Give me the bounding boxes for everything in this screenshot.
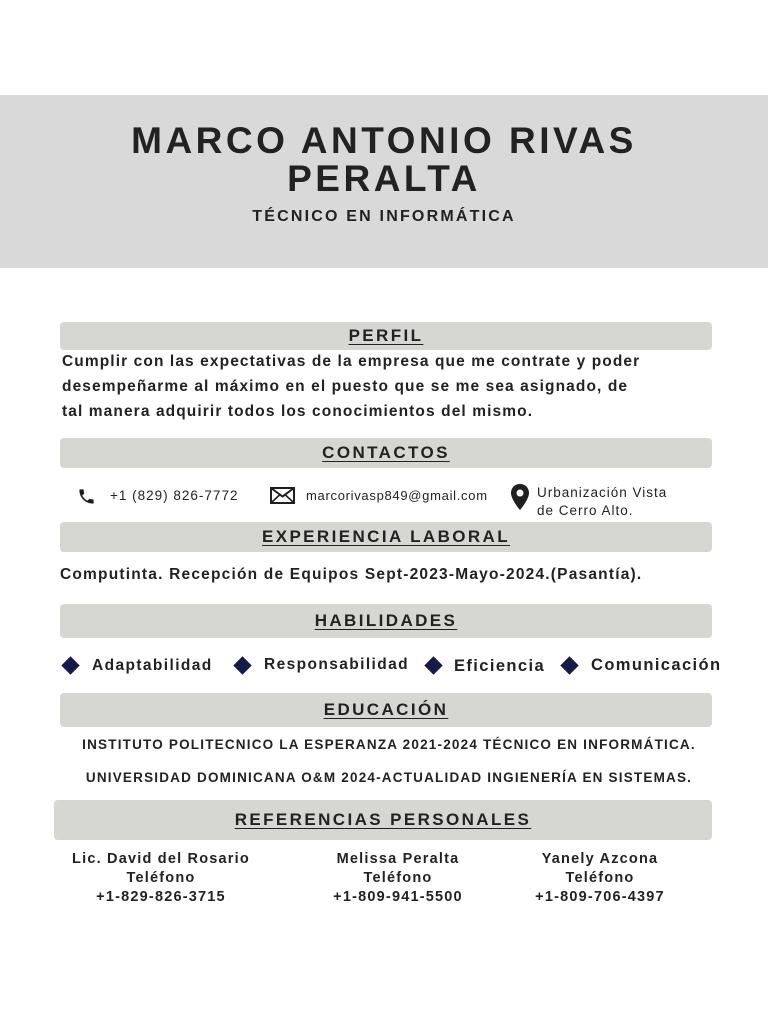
reference-name: Lic. David del Rosario <box>72 851 250 867</box>
skill-bullet-icon <box>233 656 251 674</box>
skill-bullet-icon <box>61 656 79 674</box>
section-bar-references <box>54 800 712 840</box>
section-bar-experience <box>60 522 712 552</box>
skill-bullet-icon <box>424 656 442 674</box>
job-title: TÉCNICO EN INFORMÁTICA <box>252 208 516 225</box>
reference-phone: +1-829-826-3715 <box>96 889 226 905</box>
section-title-education: EDUCACIÓN <box>323 700 449 719</box>
reference-name: Yanely Azcona <box>541 851 659 867</box>
reference-phone-label: Teléfono <box>565 870 635 886</box>
skill-item: Adaptabilidad <box>92 657 213 674</box>
profile-text <box>62 349 722 424</box>
education-item: UNIVERSIDAD DOMINICANA O&M 2024-ACTUALIDAD INGIENERÍA EN SISTEMAS. <box>85 770 693 785</box>
skill-item: Responsabilidad <box>264 656 410 673</box>
section-bar-education <box>60 693 712 727</box>
phone-number: +1 (829) 826-7772 <box>110 488 239 503</box>
skill-item: Comunicación <box>591 656 722 674</box>
section-title-profile: PERFIL <box>348 326 424 345</box>
reference-phone: +1-809-941-5500 <box>333 889 463 905</box>
email-address: marcorivasp849@gmail.com <box>306 488 488 503</box>
section-title-contacts: CONTACTOS <box>322 443 450 462</box>
address-line-1: Urbanización Vista <box>537 485 668 500</box>
section-title-experience: EXPERIENCIA LABORAL <box>261 527 511 546</box>
skill-bullet-icon <box>560 656 578 674</box>
reference-card <box>283 850 513 907</box>
experience-item: Computinta. Recepción de Equipos Sept-2023-Mayo-2024.(Pasantía). <box>60 566 643 583</box>
section-title-skills: HABILIDADES <box>314 611 458 630</box>
profile-line-2: desempeñarme al máximo en el puesto que se me sea asignado, de <box>62 378 629 395</box>
section-bar-contacts <box>60 438 712 468</box>
phone-icon <box>77 487 96 506</box>
reference-card <box>46 850 276 907</box>
section-title-references: REFERENCIAS PERSONALES <box>234 810 532 829</box>
address-line-2: de Cerro Alto. <box>537 503 634 518</box>
reference-phone-label: Teléfono <box>363 870 433 886</box>
location-pin-icon <box>510 484 530 510</box>
section-bar-skills <box>60 604 712 638</box>
reference-phone: +1-809-706-4397 <box>535 889 665 905</box>
education-item: INSTITUTO POLITECNICO LA ESPERANZA 2021-2024 TÉCNICO EN INFORMÁTICA. <box>82 737 696 752</box>
name-line-1: MARCO ANTONIO RIVAS <box>131 120 637 161</box>
mail-icon <box>270 487 295 504</box>
profile-line-3: tal manera adquirir todos los conocimientos del mismo. <box>62 403 534 420</box>
address <box>537 484 667 520</box>
candidate-name <box>0 122 768 198</box>
skill-item: Eficiencia <box>454 657 546 675</box>
reference-card <box>485 850 715 907</box>
reference-phone-label: Teléfono <box>126 870 196 886</box>
name-line-2: PERALTA <box>287 158 481 199</box>
section-bar-profile <box>60 322 712 350</box>
reference-name: Melissa Peralta <box>336 851 460 867</box>
profile-line-1: Cumplir con las expectativas de la empresa que me contrate y poder <box>62 353 641 370</box>
